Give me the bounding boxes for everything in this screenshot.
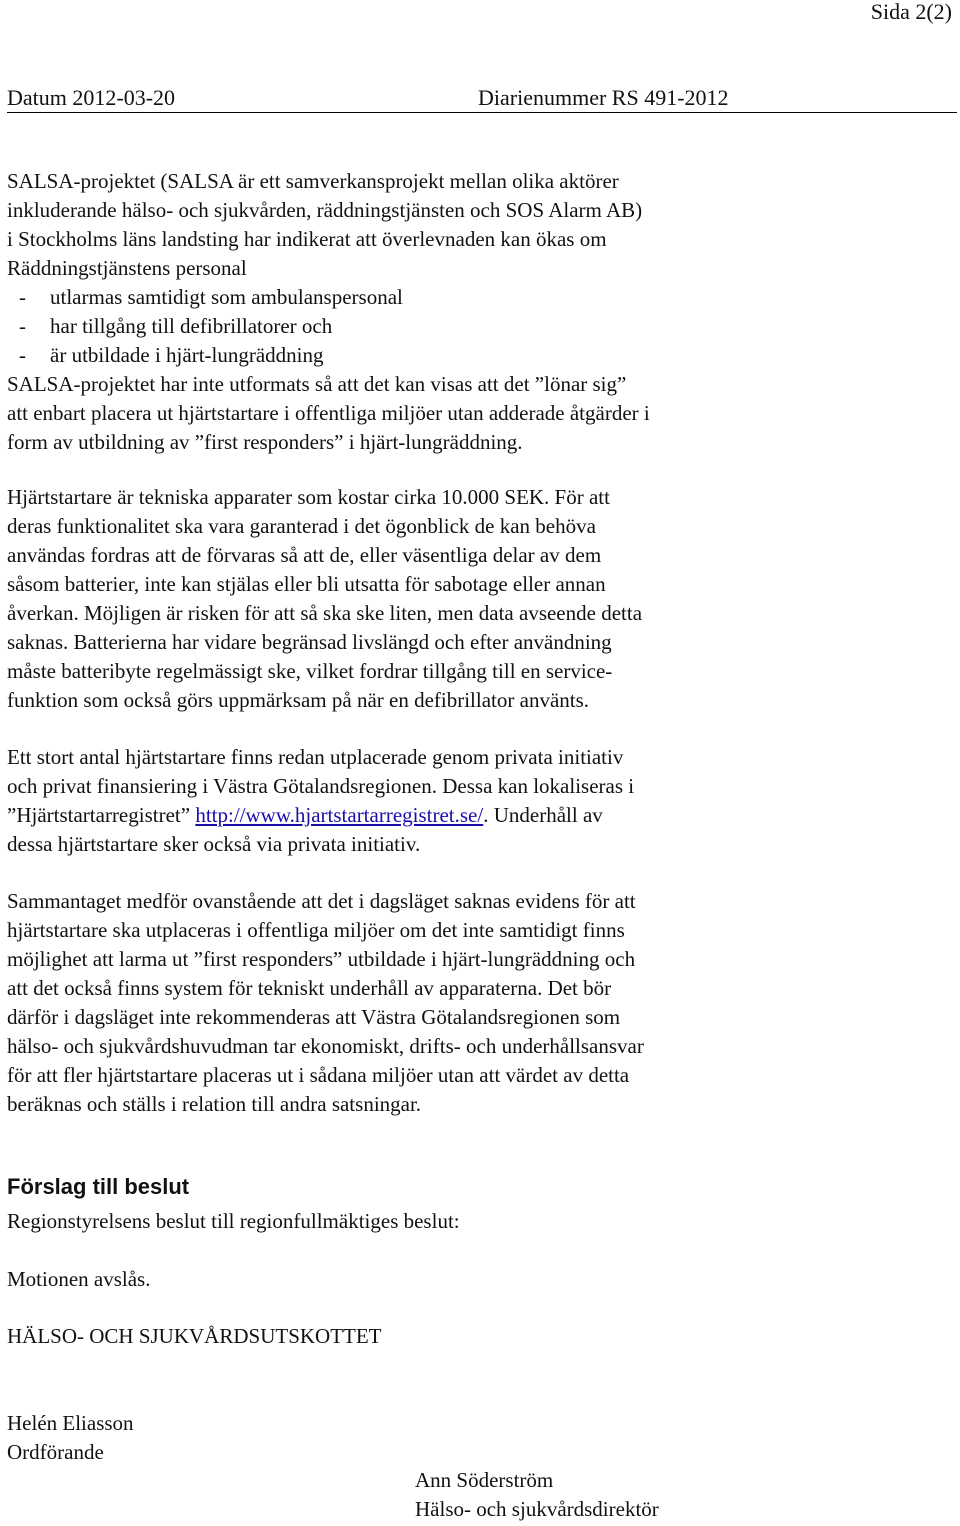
bullet-item [7,312,957,341]
paragraph-line: Räddningstjänstens personal [7,256,247,280]
paragraph-line: därför i dagsläget inte rekommenderas att Västra Götalandsregionen som [7,1005,621,1029]
bullet-text: är utbildade i hjärt-lungräddning [50,343,324,367]
bullet-item [7,283,957,312]
paragraph-line: Hjärtstartare är tekniska apparater som kostar cirka 10.000 SEK. För att [7,485,610,509]
paragraph-line: möjlighet att larma ut ”first responders” utbildade i hjärt-lungräddning och [7,947,636,971]
paragraph-line: form av utbildning av ”first responders” i hjärt-lungräddning. [7,430,523,454]
paragraph-line: hjärtstartare ska utplaceras i offentliga miljöer om det inte samtidigt finns [7,918,625,942]
paragraph-line: beräknas och ställs i relation till andra satsningar. [7,1092,422,1116]
paragraph-line: dessa hjärtstartare sker också via privata initiativ. [7,832,421,856]
signature-chair-name: Helén Eliasson [7,1411,134,1435]
bullet-dash: - [19,314,26,338]
paragraph-summary [7,887,957,1119]
paragraph-line: för att fler hjärtstartare placeras ut i sådana miljöer utan att värdet av detta [7,1063,630,1087]
paragraph-line-with-link [7,801,957,830]
signature-director-title: Hälso- och sjukvårdsdirektör [415,1497,659,1521]
paragraph-salsa [7,167,957,457]
signature-chair-title: Ordförande [7,1440,104,1464]
decision-intro: Regionstyrelsens beslut till regionfullmäktiges beslut: [7,1209,460,1233]
registry-link[interactable]: http://www.hjartstartarregistret.se/ [195,803,484,827]
bullet-dash: - [19,343,26,367]
paragraph-line: måste batteribyte regelmässigt ske, vilket fordrar tillgång till en service- [7,659,613,683]
paragraph-line: åverkan. Möjligen är risken för att så ska ske liten, men data avseende detta [7,601,643,625]
paragraph-line: inkluderande hälso- och sjukvården, räddningstjänsten och SOS Alarm AB) [7,198,643,222]
paragraph-line: att enbart placera ut hjärtstartare i offentliga miljöer utan adderade åtgärder i [7,401,650,425]
paragraph-line: deras funktionalitet ska vara garanterad i det ögonblick de kan behöva [7,514,596,538]
paragraph-line: Ett stort antal hjärtstartare finns redan utplacerade genom privata initiativ [7,745,624,769]
section-heading: Förslag till beslut [7,1174,190,1199]
paragraph-line: saknas. Batterierna har vidare begränsad livslängd och efter användning [7,630,612,654]
paragraph-line: i Stockholms läns landsting har indikerat att överlevnaden kan ökas om [7,227,607,251]
bullet-text: har tillgång till defibrillatorer och [50,314,333,338]
document-header [7,83,957,113]
bullet-item [7,341,957,370]
document-date: Datum 2012-03-20 [7,85,176,110]
bullet-text: utlarmas samtidigt som ambulanspersonal [50,285,403,309]
paragraph-line: funktion som också görs uppmärksam på när en defibrillator använts. [7,688,590,712]
paragraph-line: att det också finns system för tekniskt underhåll av apparaterna. Det bör [7,976,612,1000]
bullet-dash: - [19,285,26,309]
registry-name: ”Hjärtstartarregistret” [7,803,196,827]
paragraph-line: SALSA-projektet har inte utformats så att det kan visas att det ”lönar sig” [7,372,627,396]
paragraph-line: hälso- och sjukvårdshuvudman tar ekonomiskt, drifts- och underhållsansvar [7,1034,644,1058]
paragraph-line: användas fordras att de förvaras så att de, eller väsentliga delar av dem [7,543,602,567]
signature-director-name: Ann Söderström [415,1468,554,1492]
paragraph-line: såsom batterier, inte kan stjälas eller bli utsatta för sabotage eller annan [7,572,606,596]
paragraph-line: SALSA-projektet (SALSA är ett samverkansprojekt mellan olika aktörer [7,169,619,193]
paragraph-line: och privat finansiering i Västra Götalandsregionen. Dessa kan lokaliseras i [7,774,635,798]
registry-after: . Underhåll av [483,803,603,827]
page-number: Sida 2(2) [870,0,952,24]
committee-name: HÄLSO- OCH SJUKVÅRDSUTSKOTTET [7,1324,382,1348]
document-diarienummer: Diarienummer RS 491-2012 [478,85,729,110]
paragraph-registry [7,743,957,859]
decision-motion: Motionen avslås. [7,1267,151,1291]
paragraph-cost [7,483,957,715]
paragraph-line: Sammantaget medför ovanstående att det i dagsläget saknas evidens för att [7,889,636,913]
